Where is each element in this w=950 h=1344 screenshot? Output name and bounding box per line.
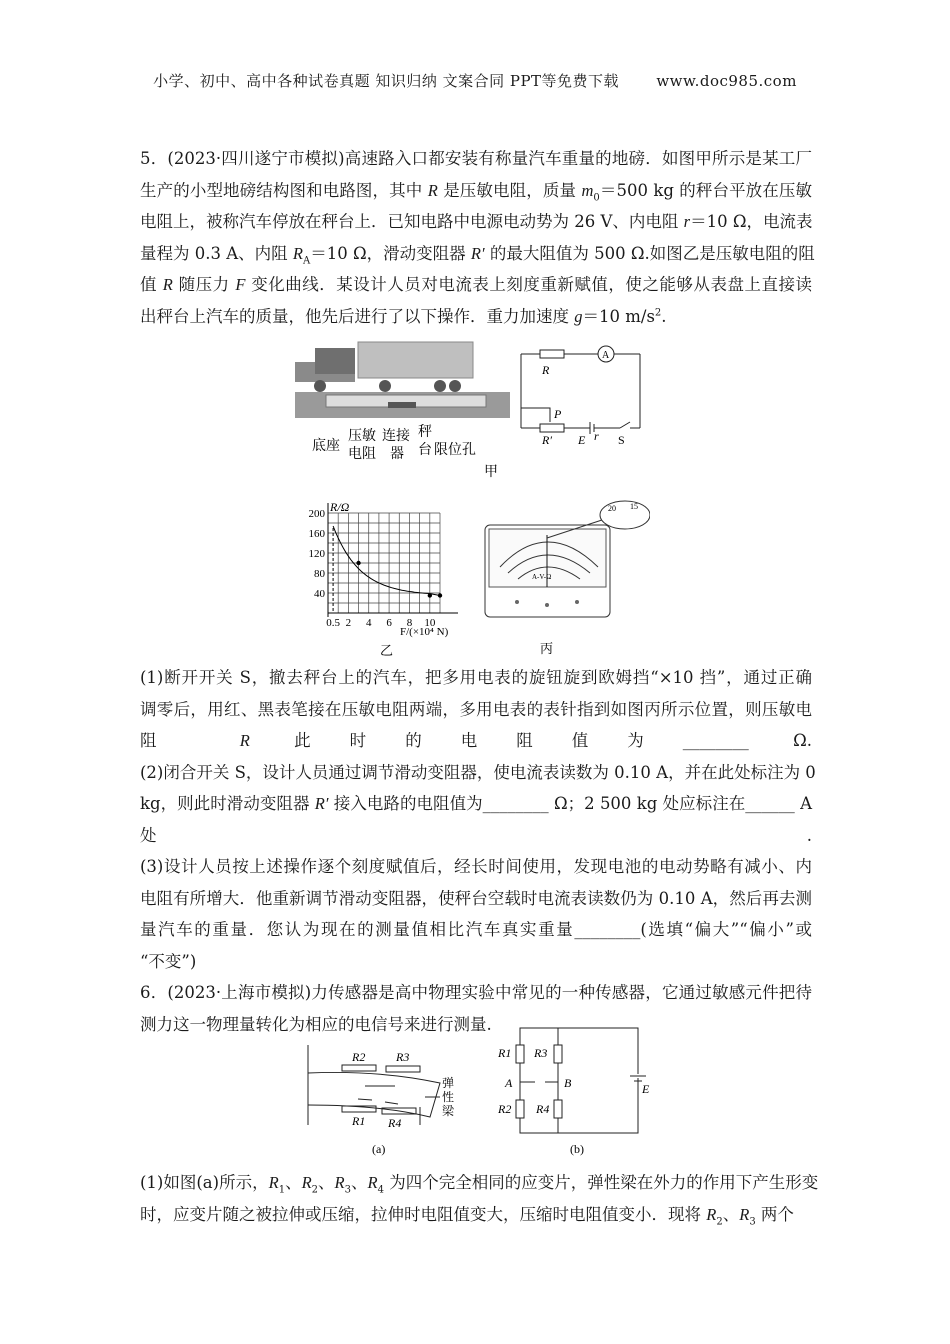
text-segment: 、 [318, 1173, 335, 1192]
weighbridge-diagram [295, 342, 510, 418]
y-axis-label: R/Ω [330, 500, 350, 514]
figure-q6 [290, 1025, 670, 1165]
text-segment: kg，则此时滑动变阻器 [140, 794, 315, 813]
data-point [438, 593, 442, 597]
text-line [140, 820, 812, 852]
text-line [140, 914, 812, 946]
label-resistor: 电阻 [348, 447, 376, 462]
label-E: E [578, 433, 586, 447]
beam-diagram [308, 1045, 440, 1125]
text-segment: R [301, 1173, 312, 1192]
text-line [140, 1199, 812, 1231]
text-line [140, 238, 815, 270]
text-segment: (1)断开开关 S，撤去秤台上的汽车，把多用电表的旋钮旋到欧姆挡“×10 挡”，通过正确 [140, 668, 812, 687]
text-segment: 此时的电阻值为________ Ω. [249, 731, 812, 750]
text-line [140, 757, 816, 789]
text-segment: 3 [749, 1215, 756, 1227]
figure-caption-jia: 甲 [484, 465, 498, 480]
text-segment: R [427, 180, 438, 200]
text-segment: R [706, 1204, 717, 1224]
text-segment: R [292, 243, 303, 263]
text-segment: 3 [344, 1184, 351, 1196]
text-segment: 量程为 0.3 A、内阻 [140, 243, 293, 263]
label-elastic-2: 性 [442, 1090, 455, 1104]
text-segment: 生产的小型地磅结构图和电路图，其中 [140, 180, 428, 200]
label-pressure: 压敏 [348, 429, 376, 444]
text-segment: R′ [470, 243, 485, 263]
text-segment: 1 [278, 1184, 286, 1196]
text-segment: 量汽车的重量．您认为现在的测量值相比汽车真实重量________(选填“偏大”“偏小”或 [140, 920, 812, 939]
label-platform: 秤 [418, 425, 432, 440]
label-S: S [618, 433, 625, 447]
text-segment: 2 [716, 1215, 723, 1227]
text-line [140, 1167, 819, 1199]
label-R4: R4 [388, 1116, 402, 1130]
x-tick-label: 10 [424, 617, 436, 629]
label-b-R4: R4 [536, 1102, 550, 1116]
text-segment: ＝10 Ω，滑动变阻器 [310, 243, 471, 263]
text-segment: ＝500 kg 的秤台平放在压敏 [599, 180, 813, 200]
text-segment: r [683, 212, 691, 231]
text-segment: 电阻上，被称汽车停放在秤台上．已知电路中电源电动势为 26 V、内电阻 [140, 212, 684, 231]
text-segment: 调零后，用红、黑表笔接在压敏电阻两端，多用电表的表针指到如图丙所示位置，则压敏电 [140, 699, 812, 719]
text-segment: 2 [654, 307, 662, 318]
text-segment: “不变”) [140, 951, 197, 971]
label-R3: R3 [396, 1050, 410, 1064]
text-segment: 、 [285, 1173, 302, 1192]
text-segment: 阻 [140, 731, 240, 750]
circuit-diagram [521, 346, 640, 434]
text-segment: 时，应变片随之被拉伸或压缩，拉伸时电阻值变大，压缩时电阻值变小．现将 [140, 1204, 707, 1224]
figure-yi-chart [290, 495, 470, 660]
text-segment: 电阻有所增大．他重新调节滑动变阻器，使秤台空载时电流表读数仍为 0.10 A，然后再去测 [140, 888, 812, 908]
text-line [140, 851, 812, 883]
label-connector-2: 器 [390, 447, 404, 462]
x-tick-label: 4 [365, 617, 372, 629]
text-segment: 2 [311, 1184, 319, 1196]
text-line [140, 662, 812, 694]
text-line [140, 694, 812, 726]
text-segment: (2)闭合开关 S，设计人员通过调节滑动变阻器，使电流表读数为 0.10 A，并在此处标注为 0 [140, 762, 816, 782]
figure-bing-meter [480, 495, 650, 660]
text-segment: 、 [351, 1173, 368, 1192]
text-segment: (3)设计人员按上述操作逐个刻度赋值后，经长时间使用，发现电池的电动势略有减小、内 [140, 857, 812, 876]
text-line [140, 143, 812, 175]
label-limit-hole: 限位孔 [434, 443, 476, 458]
text-segment: 5．(2023·四川遂宁市模拟)高速路入口都安装有称量汽车重量的地磅．如图甲所示是某工厂 [140, 149, 812, 168]
x-tick-label: 0.5 [326, 617, 340, 629]
label-r: r [594, 429, 599, 443]
label-platform-2: 台 [418, 443, 432, 458]
label-B: B [564, 1076, 572, 1090]
text-segment: 6．(2023·上海市模拟)力传感器是高中物理实验中常见的一种传感器，它通过敏感元件把待 [140, 983, 812, 1002]
text-segment: 是压敏电阻，质量 [437, 180, 582, 200]
text-segment: 随压力 [172, 275, 236, 294]
text-segment: 接入电路的电阻值为________ Ω；2 500 kg 处应标注在______ A [328, 794, 812, 813]
x-tick-label: 6 [386, 617, 392, 629]
x-tick-label: 8 [406, 617, 413, 629]
x-tick-label: 2 [345, 617, 352, 629]
text-segment: 为四个完全相同的应变片，弹性梁在外力的作用下产生形变 [383, 1173, 819, 1192]
label-base: 底座 [312, 439, 340, 454]
text-line [140, 788, 812, 820]
data-point [356, 561, 360, 565]
text-segment: 4 [377, 1184, 384, 1196]
text-segment: R [739, 1204, 750, 1224]
y-tick-label: 80 [314, 568, 325, 580]
text-line [140, 269, 812, 301]
label-R2: R2 [352, 1050, 366, 1064]
text-segment: m [581, 180, 594, 200]
text-segment: 变化曲线．某设计人员对电流表上刻度重新赋值，使之能够从表盘上直接读 [245, 275, 812, 294]
text-line [140, 725, 812, 757]
text-segment: R′ [314, 794, 329, 813]
pressure-resistor [388, 402, 416, 408]
text-segment: R [268, 1173, 279, 1192]
label-b-R2: R2 [498, 1102, 512, 1116]
text-segment: 两个 [755, 1204, 794, 1224]
text-segment: ＝10 Ω，电流表 [690, 212, 813, 231]
label-R1: R1 [352, 1114, 366, 1128]
label-R-prime: R′ [542, 433, 552, 447]
ammeter-symbol: A [602, 350, 610, 361]
label-elastic: 弹 [442, 1076, 455, 1090]
text-segment: R [334, 1173, 345, 1192]
text-segment: 处. [140, 825, 812, 845]
y-tick-label: 120 [308, 548, 325, 560]
q5-subquestions [140, 662, 816, 977]
label-b-R3: R3 [534, 1046, 548, 1060]
label-b-E: E [642, 1082, 650, 1096]
figure-caption-bing: 丙 [540, 641, 554, 656]
figure-caption-yi: 乙 [380, 643, 394, 658]
label-connector: 连接 [382, 429, 410, 444]
text-segment: ＝10 m/s [582, 306, 655, 326]
data-point [428, 593, 432, 597]
zoom-tick-15: 15 [630, 502, 638, 511]
page-header [0, 70, 950, 91]
text-line [140, 883, 812, 915]
meter-scale-label: A-V-Ω [532, 573, 552, 581]
header-text: 小学、初中、高中各种试卷真题 知识归纳 文案合同 PPT等免费下载 [153, 72, 620, 90]
text-line [140, 977, 812, 1009]
q6-subquestion-1 [140, 1167, 819, 1230]
x-axis-label: F/(×10⁴ N) [400, 626, 449, 638]
series-line [333, 526, 440, 596]
label-R: R [542, 363, 550, 377]
text-segment: R [239, 731, 250, 750]
label-P: P [554, 407, 562, 421]
q5-stem [140, 143, 815, 332]
label-beam: 梁 [442, 1104, 455, 1118]
y-tick-label: 160 [308, 528, 325, 540]
y-tick-label: 40 [314, 588, 325, 600]
text-segment: F [235, 275, 246, 294]
text-segment: g [574, 306, 583, 326]
text-line [140, 206, 812, 238]
text-segment: R [162, 275, 173, 294]
text-line [140, 946, 812, 978]
y-tick-label: 200 [308, 508, 325, 520]
zoom-tick-20: 20 [608, 504, 616, 513]
text-segment: 、 [722, 1204, 740, 1224]
figure-caption-b: (b) [570, 1142, 584, 1156]
figure-jia [290, 340, 650, 485]
text-segment: (1)如图(a)所示， [140, 1173, 269, 1192]
text-segment: 值 [140, 275, 163, 294]
text-segment: A [303, 254, 311, 266]
label-A: A [505, 1076, 513, 1090]
bridge-circuit [516, 1028, 646, 1133]
text-segment: 测力这一物理量转化为相应的电信号来进行测量. [140, 1014, 492, 1034]
header-url[interactable]: www.doc985.com [656, 72, 797, 90]
figure-caption-a: (a) [372, 1142, 386, 1156]
text-segment: 0 [593, 191, 600, 203]
label-b-R1: R1 [498, 1046, 512, 1060]
text-line [140, 175, 812, 207]
text-line [140, 301, 812, 333]
text-segment: R [367, 1173, 378, 1192]
text-segment: 出秤台上汽车的质量，他先后进行了以下操作．重力加速度 [140, 306, 575, 326]
text-segment: . [661, 306, 667, 326]
text-segment: 的最大阻值为 500 Ω.如图乙是压敏电阻的阻 [484, 243, 815, 263]
